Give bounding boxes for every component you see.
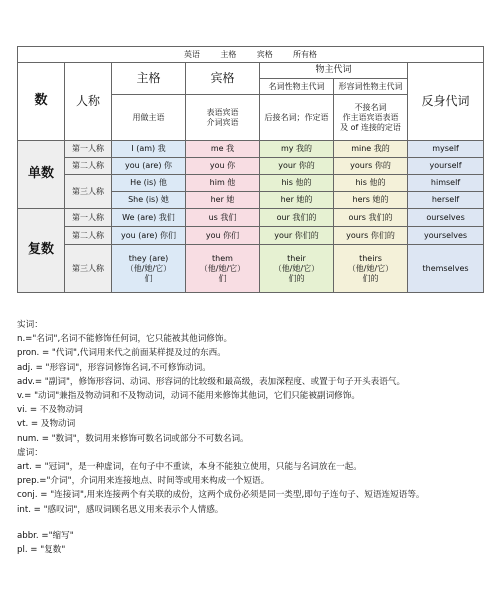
subject-cell: you (are) 你 [112,158,186,175]
subject-cell: they (are) （他/她/它） 们 [112,245,186,293]
reflexive-cell: themselves [408,245,484,293]
reflexive-cell: myself [408,141,484,158]
subject-case-header: 主格 [112,63,186,95]
adj-poss-cell: our 我们的 [260,209,334,227]
notes-section [17,318,487,557]
note-line: adv.= "副词"，修饰形容词、动词、形容词的比较级和最高级，表加深程度、或置于句子开头表语气。 [17,376,406,387]
adj-poss-cell: your 你的 [260,158,334,175]
object-cell: you 你们 [186,227,260,245]
noun-poss-cell: his 他的 [334,175,408,192]
subject-cell: We (are) 我们 [112,209,186,227]
reflexive-cell: yourselves [408,227,484,245]
pronoun-table [17,46,484,293]
note-line: 虚词： [17,447,43,458]
reflexive-cell: ourselves [408,209,484,227]
person-header: 人称 [65,63,112,141]
note-line: prep.="介词"，介词用来连接地点、时间等或用来构成一个短语。 [17,476,270,487]
singular-label: 单数 [18,141,65,209]
person-cell: 第二人称 [65,158,112,175]
person-cell: 第三人称 [65,175,112,209]
person-cell: 第一人称 [65,141,112,158]
top-header: 英语 主格 宾格 所有格 [18,47,484,63]
note-line: vt. = 及物动词 [17,419,76,430]
subject-desc: 用做主语 [112,95,186,141]
object-cell: her 她 [186,192,260,209]
noun-poss-cell: ours 我们的 [334,209,408,227]
subject-cell: you (are) 你们 [112,227,186,245]
note-line: conj. = "连接词",用来连接两个有关联的成份，这两个成份必须是同一类型,即句子连句子、短语连短语等。 [17,490,425,501]
noun-poss-cell: mine 我的 [334,141,408,158]
note-line: abbr. ="缩写" [17,530,74,541]
person-cell: 第三人称 [65,245,112,293]
noun-poss-cell: yours 你们的 [334,227,408,245]
note-line: adj. = "形容词"，形容词修饰名词,不可修饰动词。 [17,362,211,373]
noun-poss-cell: hers 她的 [334,192,408,209]
adj-poss-cell: his 他的 [260,175,334,192]
note-line: v.= "动词"兼指及物动词和不及物动词，动词不能用来修饰其他词，它们只能被副词修饰。 [17,391,360,402]
adj-poss-cell: your 你们的 [260,227,334,245]
object-cell: you 你 [186,158,260,175]
reflexive-cell: herself [408,192,484,209]
object-case-header: 宾格 [186,63,260,95]
note-line: int. = "感叹词"，感叹词顾名思义用来表示个人情感。 [17,504,224,515]
noun-poss-cell: yours 你的 [334,158,408,175]
noun-poss-cell: theirs （他/她/它） 们的 [334,245,408,293]
note-line: 实词： [17,320,43,330]
object-cell: me 我 [186,141,260,158]
adj-possessive-header: 名词性物主代词 [260,79,334,95]
object-cell: them （他/她/它） 们 [186,245,260,293]
adj-poss-cell: her 她的 [260,192,334,209]
object-cell: him 他 [186,175,260,192]
reflexive-header: 反身代词 [408,63,484,141]
subject-cell: He (is) 他 [112,175,186,192]
subject-cell: I (am) 我 [112,141,186,158]
adj-poss-cell: my 我的 [260,141,334,158]
note-line: pl. = "复数" [17,545,66,556]
person-cell: 第二人称 [65,227,112,245]
person-cell: 第一人称 [65,209,112,227]
reflexive-cell: himself [408,175,484,192]
object-cell: us 我们 [186,209,260,227]
note-line: n.="名词",名词不能修饰任何词，它只能被其他词修饰。 [17,334,233,345]
adj-poss-desc: 后接名词；作定语 [260,95,334,141]
object-desc: 表语宾语 介词宾语 [186,95,260,141]
plural-label: 复数 [18,209,65,293]
number-header: 数 [18,63,65,141]
noun-poss-desc: 不接名词 作主语宾语表语 及 of 连接的定语 [334,95,408,141]
note-line: pron. = "代词",代词用来代之前面某样提及过的东西。 [17,348,226,359]
possessive-group-header: 物主代词 [260,63,408,79]
subject-cell: She (is) 她 [112,192,186,209]
reflexive-cell: yourself [408,158,484,175]
note-line: art. = "冠词"，是一种虚词，在句子中不重读，本身不能独立使用，只能与名词放在一起。 [17,462,362,473]
adj-poss-cell: their （他/她/它） 们的 [260,245,334,293]
note-spacer [17,517,487,529]
noun-possessive-header: 形容词性物主代词 [334,79,408,95]
note-line: num. = "数词"，数词用来修饰可数名词或部分不可数名词。 [17,433,249,444]
note-line: vi. = 不及物动词 [17,405,83,416]
